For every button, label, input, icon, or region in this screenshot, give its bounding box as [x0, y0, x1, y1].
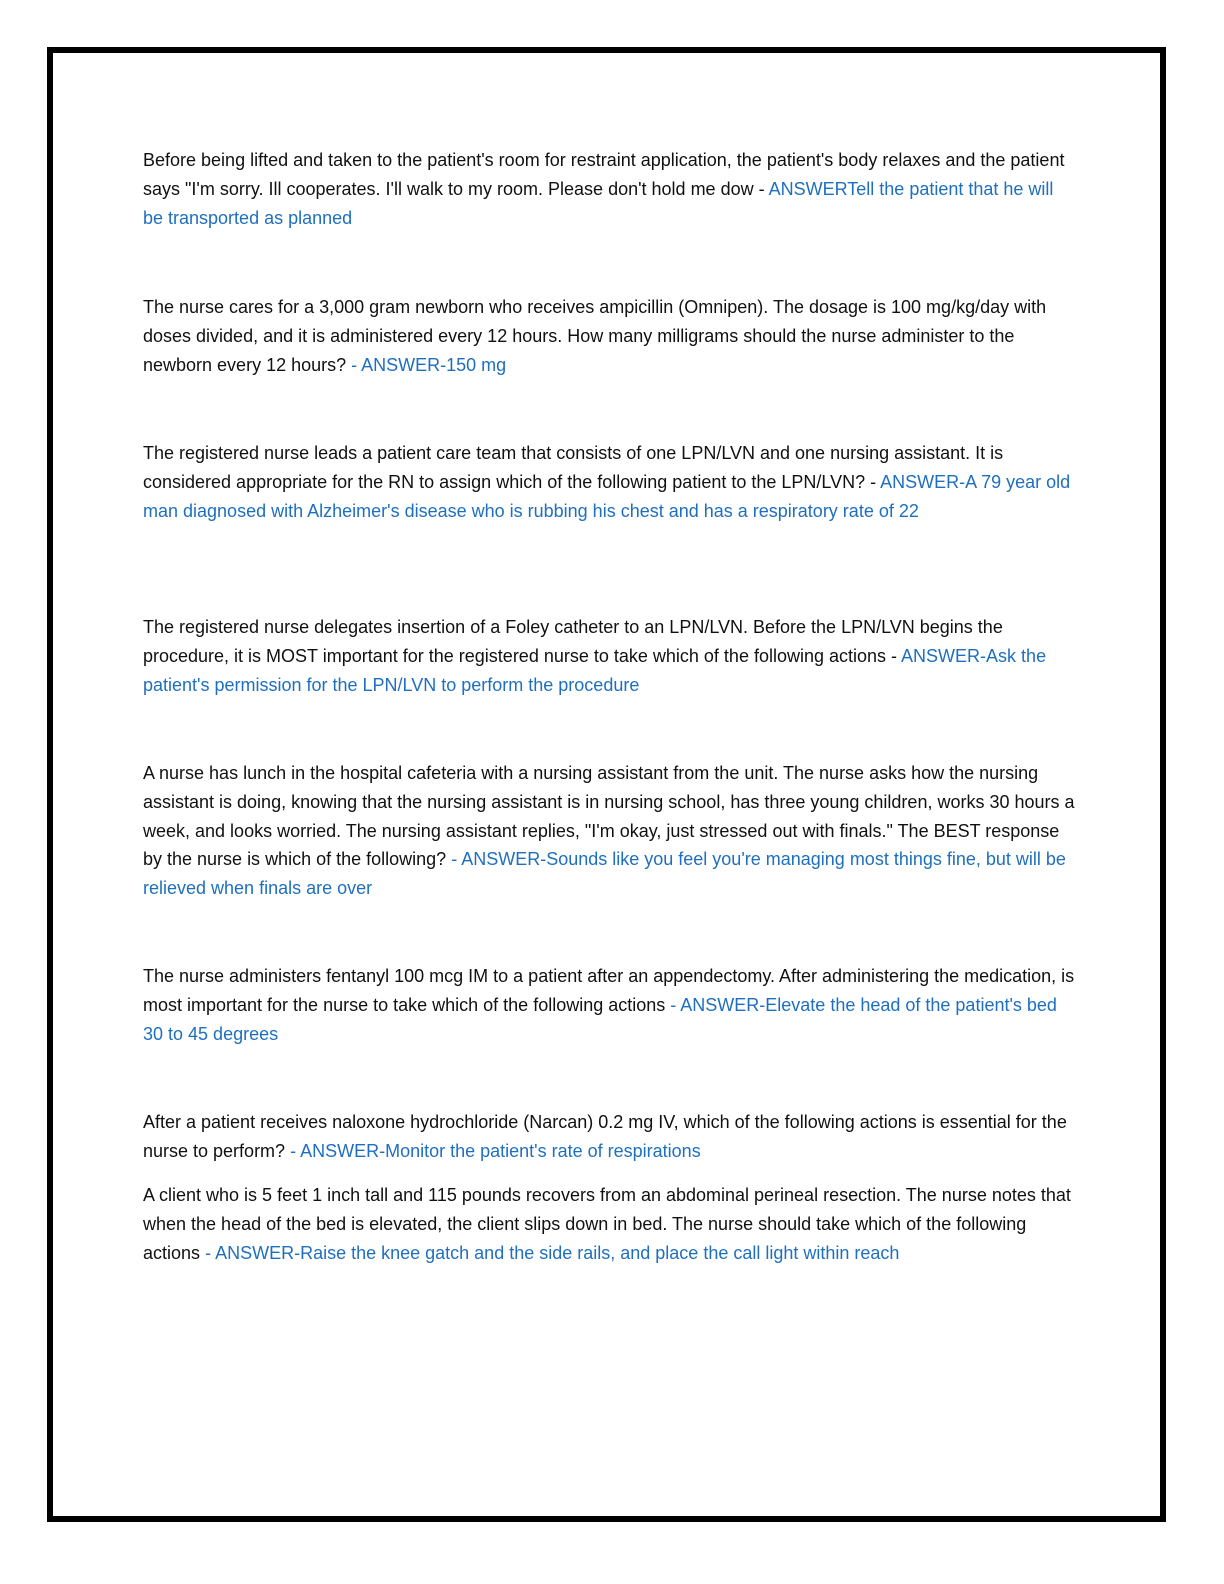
answer-text: ANSWERTell the patient that he will be transported as planned — [143, 178, 1054, 228]
answer-text: - ANSWER-Monitor the patient's rate of respirations — [290, 1140, 701, 1161]
question-text: After a patient receives naloxone hydrochloride (Narcan) 0.2 mg IV, which of the following actions is essential for the nurse to perform? — [143, 1112, 1067, 1161]
qa-item — [143, 146, 1078, 232]
qa-item — [143, 613, 1078, 699]
qa-item — [143, 759, 1078, 903]
question-text: The registered nurse leads a patient care team that consists of one LPN/LVN and one nursing assistant. It is considered appropriate for the RN to assign which of the following patient to the LPN/LVN? - — [143, 443, 1004, 492]
qa-item — [143, 439, 1078, 525]
qa-item — [143, 962, 1078, 1048]
question-text: A nurse has lunch in the hospital cafeteria with a nursing assistant from the unit. The nurse asks how the nursing assistant is doing, knowing that the nursing assistant is in nursing school, has three young children, works 30 hours a week, and looks worried. The nursing assistant replies, "I'm okay, just stressed out with finals." The BEST response by the nurse is which of the following? — [143, 763, 1075, 870]
answer-text: - ANSWER-Raise the knee gatch and the side rails, and place the call light within reach — [205, 1242, 900, 1263]
question-text: The nurse cares for a 3,000 gram newborn who receives ampicillin (Omnipen). The dosage is 100 mg/kg/day with doses divided, and it is administered every 12 hours. How many milligrams should the nurse administer to the newborn every 12 hours? — [143, 297, 1047, 375]
answer-text: - ANSWER-Sounds like you feel you're managing most things fine, but will be relieved when finals are over — [143, 849, 1066, 899]
qa-item — [143, 293, 1078, 379]
answer-text: - ANSWER-150 mg — [351, 354, 507, 375]
answer-text: ANSWER-Ask the patient's permission for the LPN/LVN to perform the procedure — [143, 645, 1047, 695]
qa-item — [143, 1108, 1078, 1166]
question-text: The nurse administers fentanyl 100 mcg IM to a patient after an appendectomy. After administering the medication, is most important for the nurse to take which of the following actions — [143, 966, 1075, 1015]
answer-text: - ANSWER-Elevate the head of the patient's bed 30 to 45 degrees — [143, 994, 1057, 1044]
question-text: The registered nurse delegates insertion of a Foley catheter to an LPN/LVN. Before the LPN/LVN begins the procedure, it is MOST important for the registered nurse to take which of the following actions - — [143, 617, 1003, 666]
question-text: Before being lifted and taken to the patient's room for restraint application, the patient's body relaxes and the patient says "I'm sorry. Ill cooperates. I'll walk to my room. Please don't hold me dow - — [143, 150, 1065, 199]
qa-item — [143, 1181, 1078, 1267]
answer-text: ANSWER-A 79 year old man diagnosed with Alzheimer's disease who is rubbing his chest and has a respiratory rate of 22 — [143, 471, 1071, 521]
question-text: A client who is 5 feet 1 inch tall and 115 pounds recovers from an abdominal perineal resection. The nurse notes that when the head of the bed is elevated, the client slips down in bed. The nurse should take which of the following actions — [143, 1185, 1071, 1263]
